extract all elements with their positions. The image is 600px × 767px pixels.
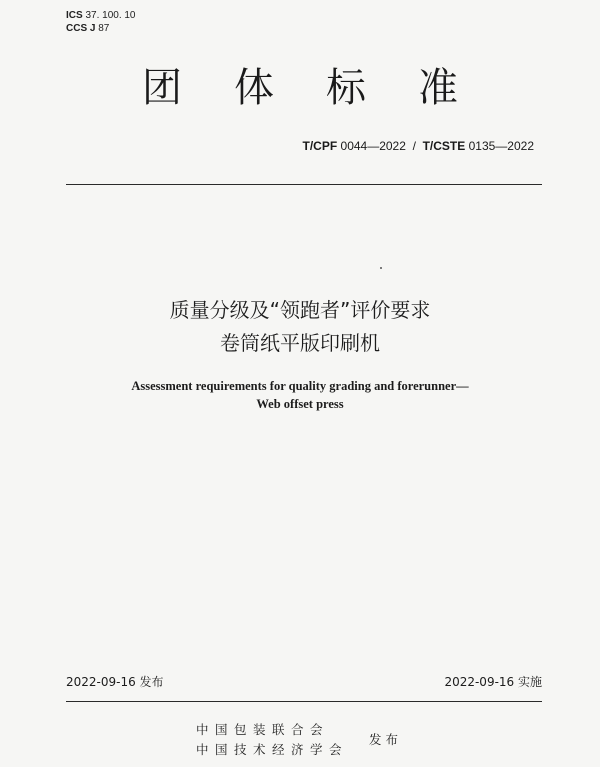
ics-code bbox=[66, 10, 136, 22]
standard-separator: / bbox=[412, 139, 416, 153]
document-type-title: 团体标准 bbox=[142, 65, 510, 111]
ccs-value: 87 bbox=[98, 23, 110, 34]
ccs-code bbox=[66, 23, 109, 35]
ics-label: ICS bbox=[66, 10, 83, 21]
implementation-date: 2022-09-16 实施 bbox=[444, 675, 542, 689]
standard-code-2: 0135—2022 bbox=[468, 139, 534, 153]
top-divider bbox=[66, 184, 542, 185]
bottom-divider bbox=[66, 701, 542, 702]
standard-prefix-2: T/CSTE bbox=[422, 139, 466, 153]
scan-speck bbox=[380, 267, 382, 269]
standard-number bbox=[303, 139, 535, 153]
publisher-org-2: 中国技术经济学会 bbox=[196, 742, 349, 757]
publisher-label: 发布 bbox=[369, 732, 403, 747]
ccs-label: CCS J bbox=[66, 23, 96, 34]
english-title-line-1: Assessment requirements for quality grading and forerunner— bbox=[131, 379, 469, 393]
standard-prefix-1: T/CPF bbox=[302, 139, 338, 153]
chinese-title-line-2: 卷筒纸平版印刷机 bbox=[220, 331, 380, 355]
chinese-title-line-1: 质量分级及“领跑者”评价要求 bbox=[169, 298, 431, 322]
publication-date: 2022-09-16 发布 bbox=[66, 675, 164, 689]
english-title-line-2: Web offset press bbox=[256, 397, 344, 411]
ics-value: 37. 100. 10 bbox=[85, 10, 136, 21]
publisher-org-1: 中国包装联合会 bbox=[196, 722, 330, 737]
standard-code-1: 0044—2022 bbox=[340, 139, 406, 153]
